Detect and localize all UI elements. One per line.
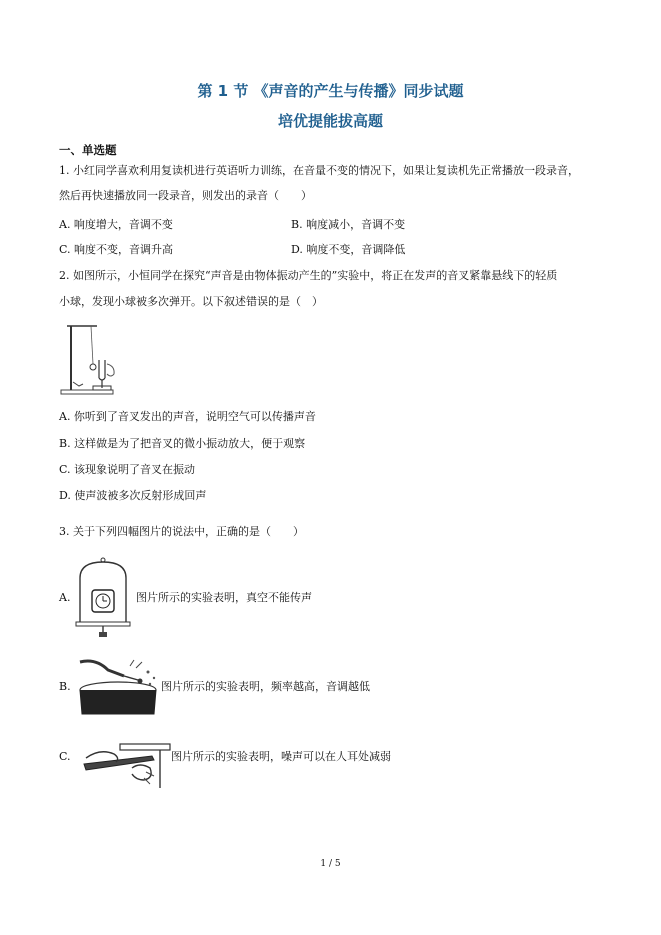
- q2-stem-line1: 2. 如图所示，小恒同学在探究“声音是由物体振动产生的”实验中，将正在发声的音叉紧靠悬线下的轻质: [59, 269, 558, 282]
- page-number: 1 / 5: [320, 859, 341, 869]
- ruler-figure: [80, 728, 172, 790]
- q1-stem-line1: 1. 小红同学喜欢利用复读机进行英语听力训练，在音量不变的情况下，如果让复读机先正常播放一段录音，: [59, 164, 579, 177]
- q2-option-d: D. 使声波被多次反射形成回声: [59, 489, 207, 502]
- q3-option-c-label: C.: [59, 750, 71, 763]
- q3-option-b-text: 图片所示的实验表明，频率越高，音调越低: [161, 680, 370, 693]
- q1-option-a: A. 响度增大，音调不变: [59, 218, 173, 231]
- q2-option-c: C. 该现象说明了音叉在振动: [59, 463, 196, 476]
- q2-stem-line2: 小球，发现小球被多次弹开。以下叙述错误的是（ ）: [59, 295, 323, 308]
- bell-jar-figure: [72, 556, 134, 638]
- q1-option-c: C. 响度不变，音调升高: [59, 243, 174, 256]
- q2-option-b: B. 这样做是为了把音叉的微小振动放大，便于观察: [59, 437, 306, 450]
- q3-stem: 3. 关于下列四幅图片的说法中，正确的是（ ）: [59, 525, 304, 538]
- q3-option-a-label: A.: [59, 591, 71, 604]
- q2-option-a: A. 你听到了音叉发出的声音，说明空气可以传播声音: [59, 410, 316, 423]
- drum-figure: [78, 656, 162, 718]
- q3-option-a-text: 图片所示的实验表明，真空不能传声: [136, 591, 312, 604]
- q3-option-c-text: 图片所示的实验表明，噪声可以在人耳处减弱: [171, 750, 391, 763]
- q1-option-b: B. 响度减小，音调不变: [291, 218, 406, 231]
- q3-option-b-label: B.: [59, 680, 71, 693]
- page-title: 第 1 节 《声音的产生与传播》同步试题: [197, 82, 464, 100]
- page-subtitle: 培优提能拔高题: [277, 112, 383, 130]
- tuning-fork-figure: [59, 320, 121, 396]
- q1-option-d: D. 响度不变，音调降低: [291, 243, 406, 256]
- q1-stem-line2: 然后再快速播放同一段录音，则发出的录音（ ）: [59, 189, 312, 202]
- section-heading: 一、单选题: [59, 143, 117, 157]
